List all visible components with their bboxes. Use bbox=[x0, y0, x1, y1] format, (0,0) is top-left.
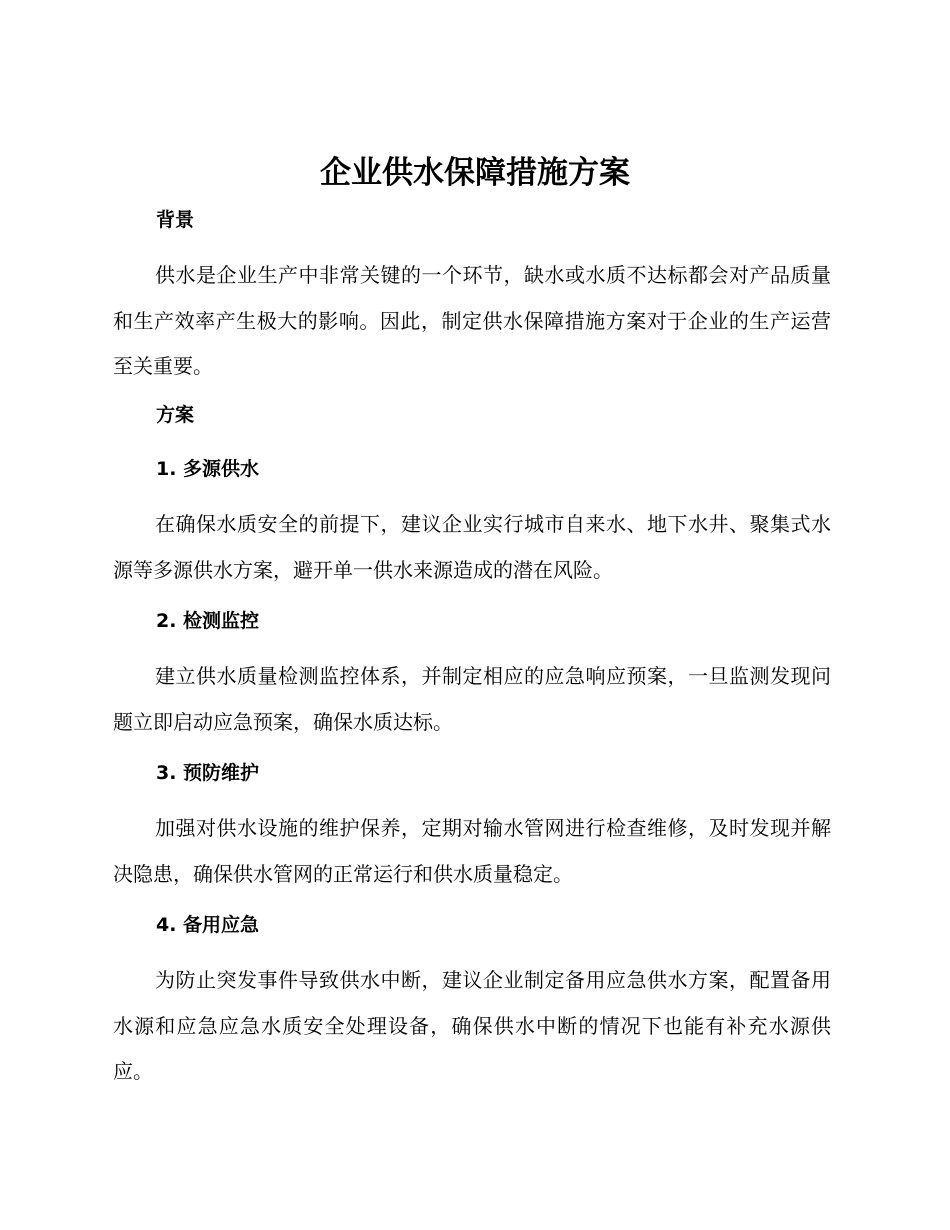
item1-paragraph: 在确保水质安全的前提下，建议企业实行城市自来水、地下水井、聚集式水源等多源供水方案，避开单一供水来源造成的潜在风险。 bbox=[113, 512, 831, 582]
item4-paragraph: 为防止突发事件导致供水中断，建议企业制定备用应急供水方案，配置备用水源和应急应急水质安全处理设备，确保供水中断的情况下也能有补充水源供应。 bbox=[113, 968, 831, 1083]
item4-heading: 4. 备用应急 bbox=[156, 914, 260, 936]
document-title: 企业供水保障措施方案 bbox=[320, 155, 630, 191]
background-heading: 背景 bbox=[156, 209, 195, 231]
item2-paragraph: 建立供水质量检测监控体系，并制定相应的应急响应预案，一旦监测发现问题立即启动应急预案，确保水质达标。 bbox=[113, 664, 831, 734]
item3-heading: 3. 预防维护 bbox=[156, 762, 260, 784]
item2-heading: 2. 检测监控 bbox=[156, 610, 260, 632]
item3-paragraph: 加强对供水设施的维护保养，定期对输水管网进行检查维修，及时发现并解决隐患，确保供水管网的正常运行和供水质量稳定。 bbox=[113, 816, 831, 886]
plan-heading: 方案 bbox=[156, 404, 195, 426]
item1-heading: 1. 多源供水 bbox=[156, 458, 260, 480]
background-paragraph: 供水是企业生产中非常关键的一个环节，缺水或水质不达标都会对产品质量和生产效率产生极大的影响。因此，制定供水保障措施方案对于企业的生产运营至关重要。 bbox=[113, 263, 831, 378]
